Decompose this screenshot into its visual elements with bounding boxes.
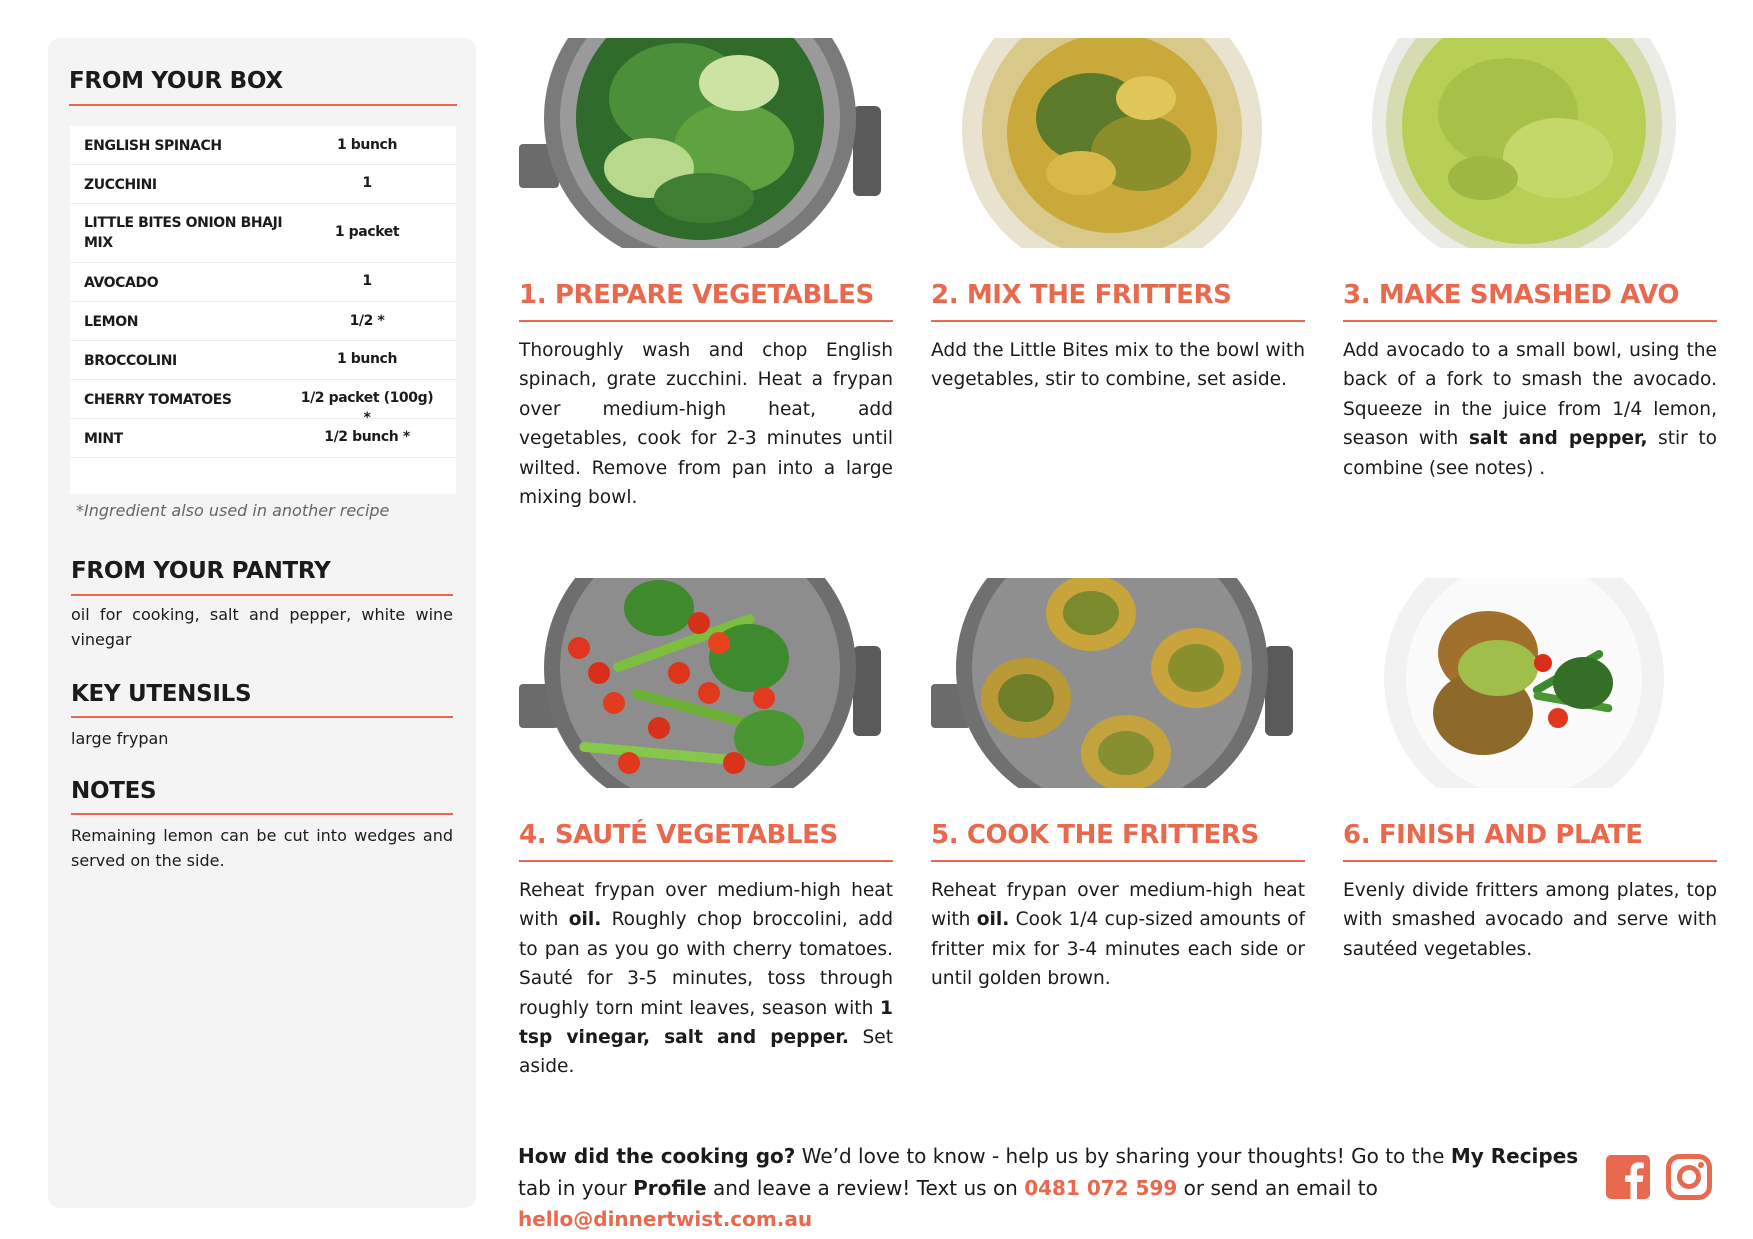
- notes-text: Remaining lemon can be cut into wedges and served on the side.: [71, 826, 453, 870]
- ingredient-qty: 1/2 *: [349, 313, 385, 329]
- ingredient-qty: 1 bunch: [336, 351, 398, 367]
- ingredient-table: [70, 126, 456, 494]
- fritters-pan-photo: [931, 578, 1293, 788]
- ingredient-qty: 1 packet: [334, 224, 400, 240]
- step-rule: [931, 860, 1305, 862]
- heading-rule: [71, 594, 453, 596]
- ingredient-footnote: *Ingredient also used in another recipe: [76, 501, 390, 520]
- footer-bold-text: How did the cooking go?: [518, 1144, 796, 1168]
- ingredient-name: LITTLE BITES ONION BHAJI MIX: [84, 215, 283, 251]
- step-title: 6. FINISH AND PLATE: [1343, 820, 1643, 850]
- footer-text-run: and leave a review! Text us on: [706, 1175, 1025, 1200]
- phone-link[interactable]: 0481 072 599: [1024, 1175, 1178, 1200]
- ingredient-name: CHERRY TOMATOES: [84, 392, 232, 408]
- step-text: [519, 876, 893, 1082]
- utensils-text: large frypan: [71, 729, 169, 748]
- email-link[interactable]: hello@dinnertwist.com.au: [518, 1207, 813, 1231]
- step-text-run: Thoroughly wash and chop English spinach, grate zucchini. Heat a frypan over medium-high heat, add vegetables, cook for 2-3 minutes until wilted. Remove from pan into a large mixing bowl.: [519, 340, 893, 509]
- ingredient-name: ENGLISH SPINACH: [84, 138, 222, 154]
- ingredient-row: [70, 165, 456, 204]
- step-rule: [519, 860, 893, 862]
- ingredient-row: [70, 263, 456, 302]
- ingredient-name: BROCCOLINI: [84, 353, 177, 369]
- ingredient-qty: 1/2 packet (100g) *: [300, 390, 434, 426]
- ingredient-row: [70, 302, 456, 341]
- ingredient-name: ZUCCHINI: [84, 177, 157, 193]
- step-text-bold: oil.: [568, 909, 602, 931]
- step-text-run: Cook 1/4 cup-sized amounts of fritter mix for 3-4 minutes each side or until golden brown.: [931, 909, 1305, 990]
- pantry-text: oil for cooking, salt and pepper, white wine vinegar: [71, 605, 453, 649]
- step-text: [519, 336, 893, 512]
- step-text: [1343, 336, 1717, 483]
- step-text-run: stir to combine (see notes) .: [1343, 428, 1717, 479]
- ingredient-row: [70, 204, 456, 263]
- ingredient-qty: 1: [362, 175, 372, 191]
- step-text-bold: oil.: [976, 909, 1010, 931]
- step-text: [931, 336, 1305, 395]
- footer-text-run: We’d love to know - help us by sharing your thoughts! Go to the: [795, 1144, 1451, 1168]
- ingredient-row: [70, 380, 456, 426]
- step-rule: [519, 320, 893, 322]
- from-your-pantry-heading: FROM YOUR PANTRY: [71, 558, 331, 584]
- ingredient-qty: 1: [362, 273, 372, 289]
- ingredient-row: [70, 419, 456, 458]
- step-rule: [1343, 320, 1717, 322]
- step-title: 1. PREPARE VEGETABLES: [519, 280, 874, 310]
- step-text-run: Reheat frypan over medium-high heat with: [519, 880, 893, 931]
- step-text: [1343, 876, 1717, 964]
- notes-heading: NOTES: [71, 778, 157, 804]
- heading-rule: [71, 716, 453, 718]
- step-text-run: Roughly chop broccolini, add to pan as you go with cherry tomatoes. Sauté for 3-5 minutes, toss through roughly torn mint leaves, season with: [519, 909, 893, 1019]
- spinach-zucchini-pan-photo: [519, 38, 881, 248]
- step-rule: [1343, 860, 1717, 862]
- footer-bold-text: Profile: [633, 1175, 707, 1200]
- from-your-box-heading: FROM YOUR BOX: [69, 68, 283, 94]
- ingredient-name: MINT: [84, 431, 123, 447]
- ingredient-qty: 1/2 bunch *: [324, 429, 410, 445]
- footer-text-run: tab in your: [518, 1175, 634, 1200]
- step-title: 5. COOK THE FRITTERS: [931, 820, 1259, 850]
- ingredient-row: [70, 341, 456, 380]
- footer-bold-text: My Recipes: [1450, 1144, 1579, 1168]
- step-text-run: Add the Little Bites mix to the bowl with vegetables, stir to combine, set aside.: [931, 340, 1305, 391]
- ingredient-row: [70, 126, 456, 165]
- fritter-mix-bowl-photo: [931, 38, 1293, 248]
- footer-text-run: or send an email to: [1177, 1175, 1378, 1200]
- smashed-avo-bowl-photo: [1343, 38, 1705, 248]
- step-text-run: Add avocado to a small bowl, using the back of a fork to smash the avocado. Squeeze in the juice from 1/4 lemon, season with: [1343, 340, 1717, 450]
- step-rule: [931, 320, 1305, 322]
- heading-rule: [69, 104, 457, 106]
- ingredient-name: AVOCADO: [84, 275, 159, 291]
- step-text-run: Set aside.: [519, 1027, 893, 1078]
- step-title: 3. MAKE SMASHED AVO: [1343, 280, 1680, 310]
- broccolini-tomato-pan-photo: [519, 578, 881, 788]
- sidebar-panel: [48, 38, 476, 1208]
- facebook-icon[interactable]: [1604, 1153, 1652, 1201]
- key-utensils-heading: KEY UTENSILS: [71, 681, 252, 707]
- feedback-message: [518, 1141, 1598, 1236]
- heading-rule: [71, 813, 453, 815]
- ingredient-name: LEMON: [84, 314, 139, 330]
- step-title: 2. MIX THE FRITTERS: [931, 280, 1232, 310]
- ingredient-qty: 1 bunch: [336, 137, 398, 153]
- step-text: [931, 876, 1305, 994]
- step-text-run: Reheat frypan over medium-high heat with: [931, 880, 1305, 931]
- step-text-bold: salt and pepper,: [1468, 428, 1648, 450]
- step-text-bold: 1 tsp vinegar, salt and pepper.: [519, 997, 893, 1049]
- plated-dish-photo: [1343, 578, 1705, 788]
- instagram-icon[interactable]: [1665, 1153, 1713, 1201]
- step-text-run: Evenly divide fritters among plates, top with smashed avocado and serve with sautéed vegetables.: [1343, 880, 1717, 960]
- step-title: 4. SAUTÉ VEGETABLES: [519, 820, 838, 850]
